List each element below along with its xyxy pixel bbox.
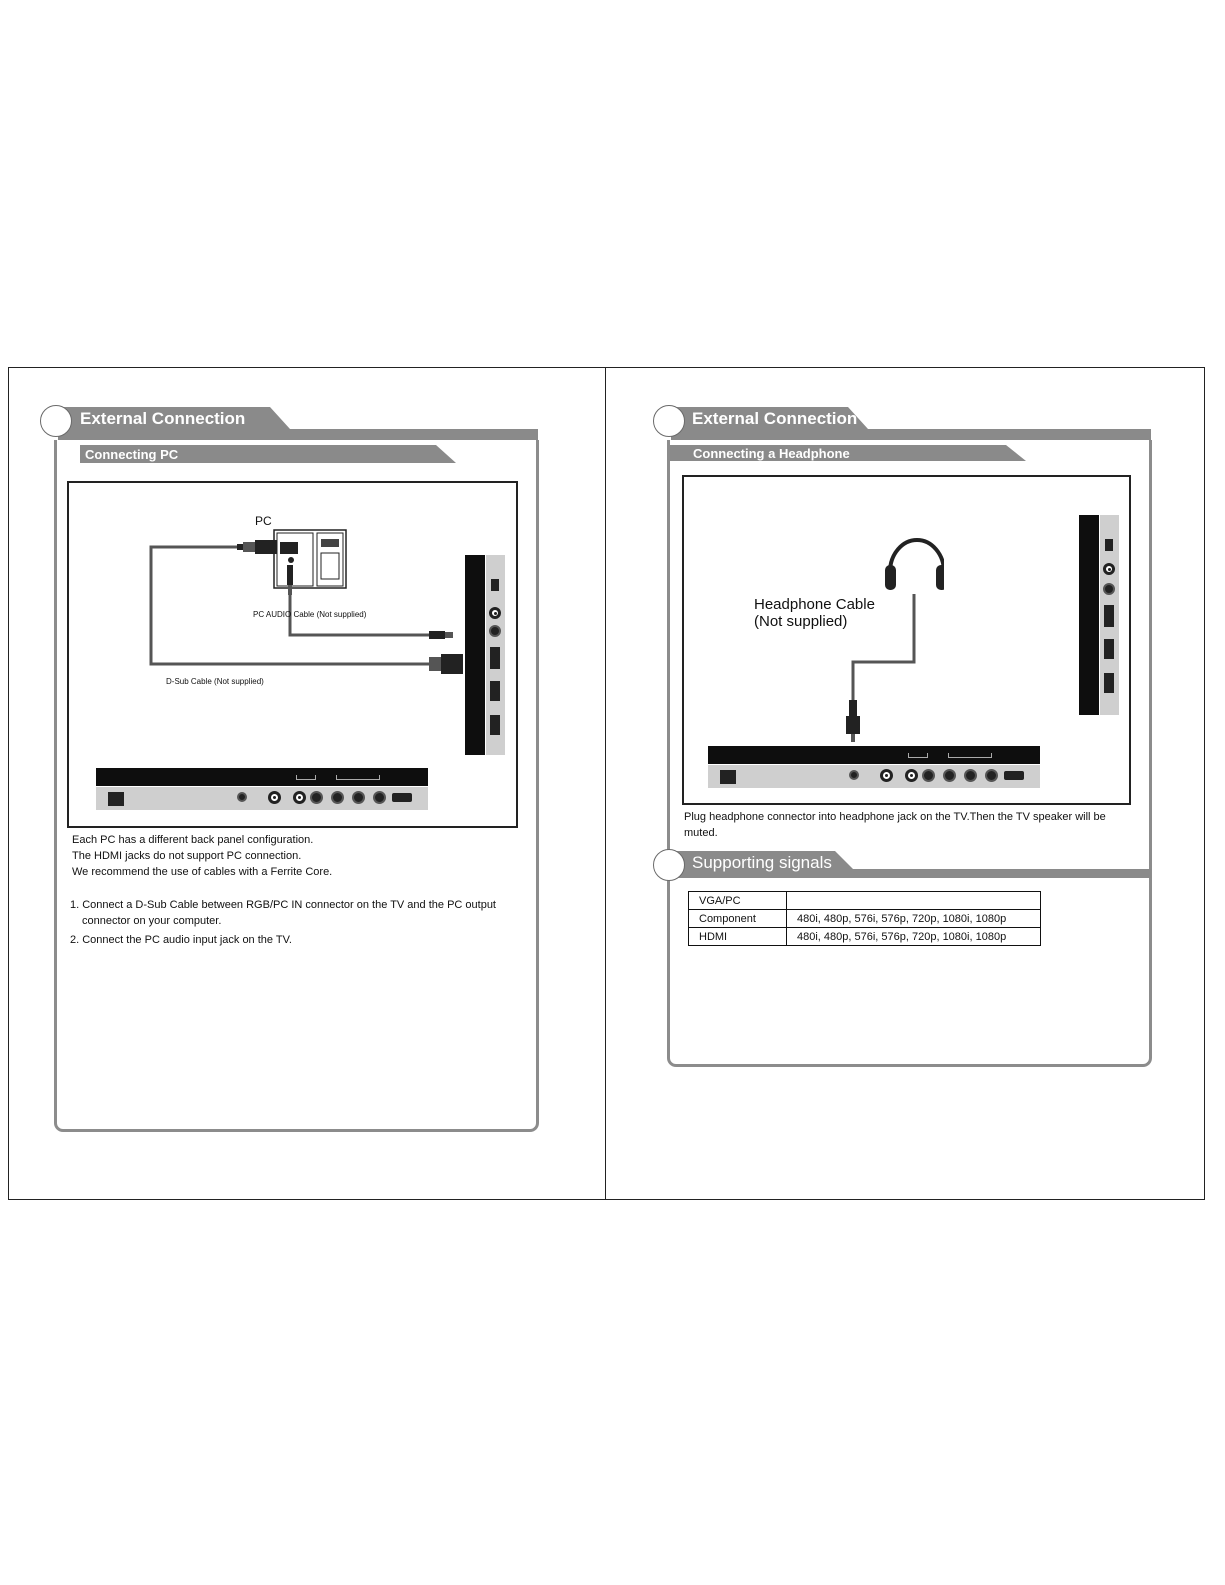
audio-cable-label: PC AUDIO Cable (Not supplied) (253, 610, 367, 619)
headphone-cabling-graphic (824, 532, 944, 747)
pc-label: PC (255, 514, 272, 528)
headphone-jack-2 (1103, 563, 1115, 575)
rear-jack-7 (373, 791, 386, 804)
power-port-2 (720, 770, 736, 784)
signals-title: Supporting signals (692, 853, 832, 872)
signal-input: VGA/PC (689, 892, 787, 910)
pc-cabling-graphic (139, 527, 509, 677)
usb-port (491, 579, 499, 591)
page-divider (605, 367, 606, 1200)
power-port (108, 792, 124, 806)
headphone-cable-label-1: Headphone Cable (754, 596, 875, 613)
note-2: The HDMI jacks do not support PC connection. (72, 850, 302, 862)
signal-formats: 480i, 480p, 576i, 576p, 720p, 1080i, 1080p (787, 928, 1041, 946)
note-1: Each PC has a different back panel configuration. (72, 834, 314, 846)
usb-port-2 (1105, 539, 1113, 551)
signal-input: Component (689, 910, 787, 928)
signal-input: HDMI (689, 928, 787, 946)
rear-jack-2 (268, 791, 281, 804)
signal-formats (787, 892, 1041, 910)
pc-audio-jack-2 (1103, 583, 1115, 595)
signals-circle (653, 849, 685, 881)
tv-bottom-panel-2 (708, 746, 1040, 788)
rear-jack-5 (331, 791, 344, 804)
step-1-cont: connector on your computer. (82, 915, 222, 927)
hdmi2-port (490, 715, 500, 735)
headphone-cable-label-2: (Not supplied) (754, 613, 848, 630)
step-1: 1. Connect a D-Sub Cable between RGB/PC IN connector on the TV and the PC output (70, 899, 496, 911)
rear-jack-e (943, 769, 956, 782)
rear-jack-4 (310, 791, 323, 804)
rear-hdmi-port-2 (1004, 771, 1024, 780)
table-row (689, 928, 1041, 946)
headphone-instruction-1: Plug headphone connector into headphone jack on the TV.Then the TV speaker will be (684, 811, 1106, 823)
pc-audio-jack (489, 625, 501, 637)
hdmi1-port (490, 681, 500, 701)
audio-plug-icon (429, 631, 453, 639)
left-section-title: External Connection (80, 409, 246, 428)
note-3: We recommend the use of cables with a Ferrite Core. (72, 866, 333, 878)
signals-table (688, 891, 1041, 946)
right-section-circle (653, 405, 685, 437)
hdmi1-port-2 (1104, 639, 1114, 659)
rear-jack-6 (352, 791, 365, 804)
rear-jack-f (964, 769, 977, 782)
headphone-jack (489, 607, 501, 619)
left-section-circle (40, 405, 72, 437)
signal-formats: 480i, 480p, 576i, 576p, 720p, 1080i, 1080p (787, 910, 1041, 928)
rear-jack-3 (293, 791, 306, 804)
rear-jack-b (880, 769, 893, 782)
tv-side-panel-2 (1079, 515, 1120, 715)
rear-jack-1 (237, 792, 247, 802)
headphone-icon (885, 540, 944, 590)
rear-jack-d (922, 769, 935, 782)
table-row (689, 910, 1041, 928)
headphone-instruction-2: muted. (684, 827, 718, 839)
rear-jack-c (905, 769, 918, 782)
pc-tower-icon (274, 530, 346, 588)
pc-connection-diagram (67, 481, 518, 828)
dsub-cable-label: D-Sub Cable (Not supplied) (166, 677, 264, 686)
left-sub-title: Connecting PC (85, 447, 179, 462)
right-sub-title: Connecting a Headphone (693, 446, 850, 461)
table-row (689, 892, 1041, 910)
rear-jack-a (849, 770, 859, 780)
headphone-connection-diagram (682, 475, 1131, 805)
vga-port (490, 647, 500, 669)
tv-bottom-panel (96, 768, 428, 810)
step-2: 2. Connect the PC audio input jack on the TV. (70, 934, 292, 946)
vga-port-2 (1104, 605, 1114, 627)
rear-hdmi-port (392, 793, 412, 802)
tv-side-panel (465, 555, 506, 755)
rear-jack-g (985, 769, 998, 782)
vga-plug-icon (237, 540, 277, 554)
hdmi2-port-2 (1104, 673, 1114, 693)
right-section-title: External Connection (692, 409, 858, 428)
